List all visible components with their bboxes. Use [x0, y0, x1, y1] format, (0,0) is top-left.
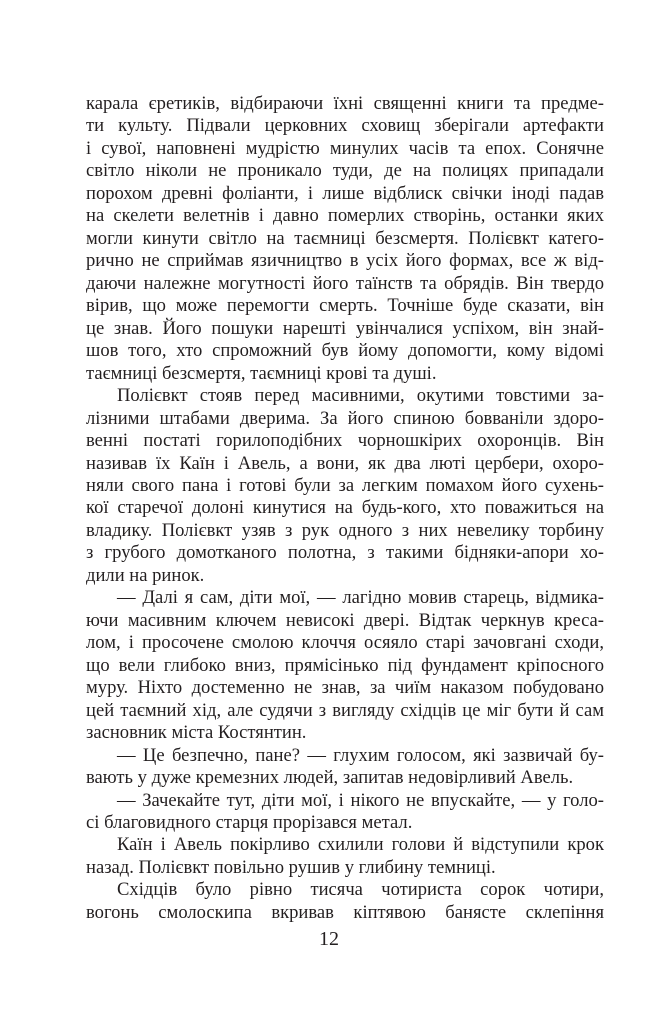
text-line: Полієвкт стояв перед масивними, окутими товстими за-	[117, 385, 604, 407]
paragraph	[86, 834, 604, 879]
paragraph	[86, 93, 604, 385]
text-line: вогонь смолоскипа вкривав кіптявою банясте склепіння	[86, 901, 604, 923]
text-line: вірив, що може перемогти смерть. Точніше буде сказати, він	[86, 295, 604, 317]
text-line: що вели глибоко вниз, прямісінько під фундамент кріпосного	[86, 654, 604, 676]
text-line: називав їх Каїн і Авель, а вони, як два люті цербери, охоро-	[86, 452, 604, 474]
text-line: вають у дуже кремезних людей, запитав недовірливий Авель.	[86, 767, 574, 789]
paragraph	[86, 587, 604, 744]
paragraph	[86, 879, 604, 924]
text-line: — Далі я сам, діти мої, — лагідно мовив старець, відмика-	[117, 587, 604, 609]
text-line: засновник міста Костянтин.	[86, 722, 307, 744]
text-line: це знав. Його пошуки нарешті увінчалися успіхом, він знай-	[86, 317, 604, 339]
text-line: Східців було рівно тисяча чотириста сорок чотири,	[117, 879, 604, 901]
text-line: няли свого пана і готові були за легким помахом його сухень-	[86, 474, 604, 496]
paragraph	[86, 745, 604, 790]
text-line: могли кинути світло на таємниці безсмертя. Полієвкт катего-	[86, 227, 604, 249]
text-line: Каїн і Авель покірливо схилили голови й відступили крок	[117, 834, 604, 856]
text-line: ти культу. Підвали церковних сховищ зберігали артефакти	[86, 115, 604, 137]
text-line: порохом древні фоліанти, і лише відблиск свічки іноді падав	[86, 182, 604, 204]
text-line: дили на ринок.	[86, 564, 205, 586]
text-line: венні постаті горилоподібних чорношкірих охоронців. Він	[86, 430, 604, 452]
text-line: рично не сприймав язичництво в усіх його формах, все ж від-	[86, 250, 604, 272]
text-line: карала єретиків, відбираючи їхні священні книги та предме-	[86, 93, 604, 114]
text-line: таємниці безсмертя, таємниці крові та душі.	[86, 362, 437, 384]
text-line: цей таємний хід, але судячи з вигляду східців це міг бути й сам	[86, 699, 604, 721]
text-line: владику. Полієвкт узяв з рук одного з них невелику торбину	[86, 519, 604, 541]
text-line: ючи масивним ключем невисокі двері. Відтак черкнув креса-	[86, 609, 604, 631]
text-line: світло ніколи не проникало туди, де на полицях припадали	[86, 160, 604, 182]
text-line: лізними штабами дверима. За його спиною бовваніли здоро-	[86, 407, 604, 429]
text-line: на скелети велетнів і давно померлих створінь, останки яких	[86, 205, 604, 227]
text-line: лом, і просочене смолою клоччя осяяло старі зачовгані сходи,	[86, 632, 604, 654]
text-line: — Це безпечно, пане? — глухим голосом, які зазвичай бу-	[117, 744, 604, 766]
text-line: назад. Полієвкт повільно рушив у глибину темниці.	[86, 856, 496, 878]
text-line: кої старечої долоні кинутися на будь-кого, хто поважиться на	[86, 497, 604, 519]
text-line: муру. Ніхто достеменно не знав, за чиїм наказом побудовано	[86, 677, 604, 699]
text-line: шов того, хто спроможний був йому допомогти, кому відомі	[86, 340, 604, 362]
text-line: — Зачекайте тут, діти мої, і нікого не впускайте, — у голо-	[117, 789, 604, 811]
text-line: даючи належне могутності його таїнств та обрядів. Він твердо	[86, 272, 604, 294]
text-line: з грубого домотканого полотна, з такими бідняки-апори хо-	[86, 542, 604, 564]
paragraph	[86, 790, 604, 835]
text-line: і сувої, наповнені мудрістю минулих часів та епох. Сонячне	[86, 137, 604, 159]
text-line: сі благовидного старця прорізався метал.	[86, 812, 413, 833]
page-number: 12	[319, 928, 339, 950]
body-text	[86, 93, 604, 924]
paragraph	[86, 385, 604, 587]
